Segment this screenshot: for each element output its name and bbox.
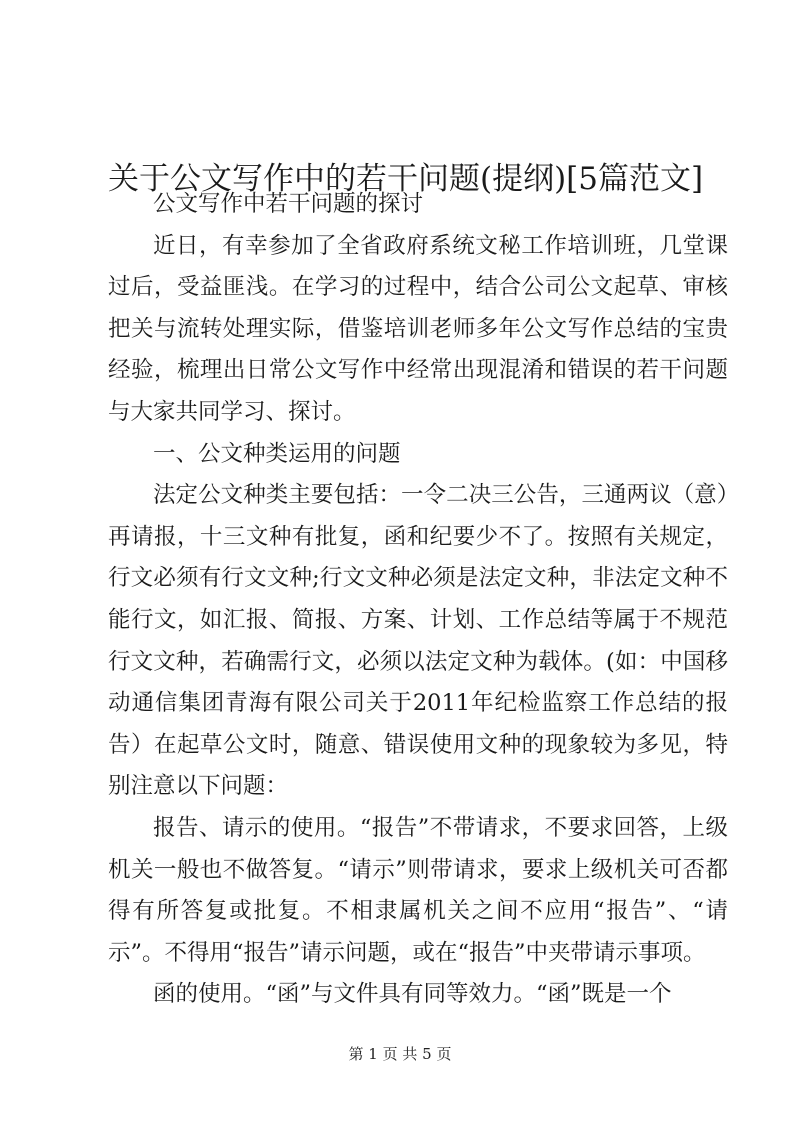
body-paragraph: 函的使用。“函”与文件具有同等效力。“函”既是一个 (153, 981, 672, 1008)
body-paragraph: 报告、请示的使用。“报告”不带请求，不要求回答，上级机关一般也不做答复。“请示”则带请求，要求上级机关可否都得有所答复或批复。不相隶属机关之间不应用“报告”、“请示”。不得用“报告”请示问题，或在“报告”中夹带请示事项。 (108, 814, 728, 966)
subtitle-paragraph: 公文写作中若干问题的探讨 (153, 191, 424, 217)
document-body (108, 184, 728, 1016)
document-title: 关于公文写作中的若干问题(提纲)[5篇范文] (108, 160, 704, 197)
section-heading: 一、公文种类运用的问题 (153, 440, 401, 467)
page-footer (0, 1044, 800, 1064)
body-paragraph: 法定公文种类主要包括：一令二决三公告，三通两议（意）再请报，十三文种有批复，函和纪要少不了。按照有关规定，行文必须有行文文种;行文文种必须是法定文种，非法定文种不能行文，如汇报、简报、方案、计划、工作总结等属于不规范行文文种，若确需行文，必须以法定文种为载体。(如：中国移动通信集团青海有限公司关于2011年纪检监察工作总结的报告）在起草公文时，随意、错误使用文种的现象较为多见，特别注意以下问题： (108, 482, 728, 800)
intro-paragraph: 近日，有幸参加了全省政府系统文秘工作培训班，几堂课过后，受益匪浅。在学习的过程中，结合公司公文起草、审核把关与流转处理实际，借鉴培训老师多年公文写作总结的宝贵经验，梳理出日常公文写作中经常出现混淆和错误的若干问题与大家共同学习、探讨。 (108, 232, 728, 425)
page-number-label: 第 1 页 共 5 页 (348, 1045, 452, 1063)
